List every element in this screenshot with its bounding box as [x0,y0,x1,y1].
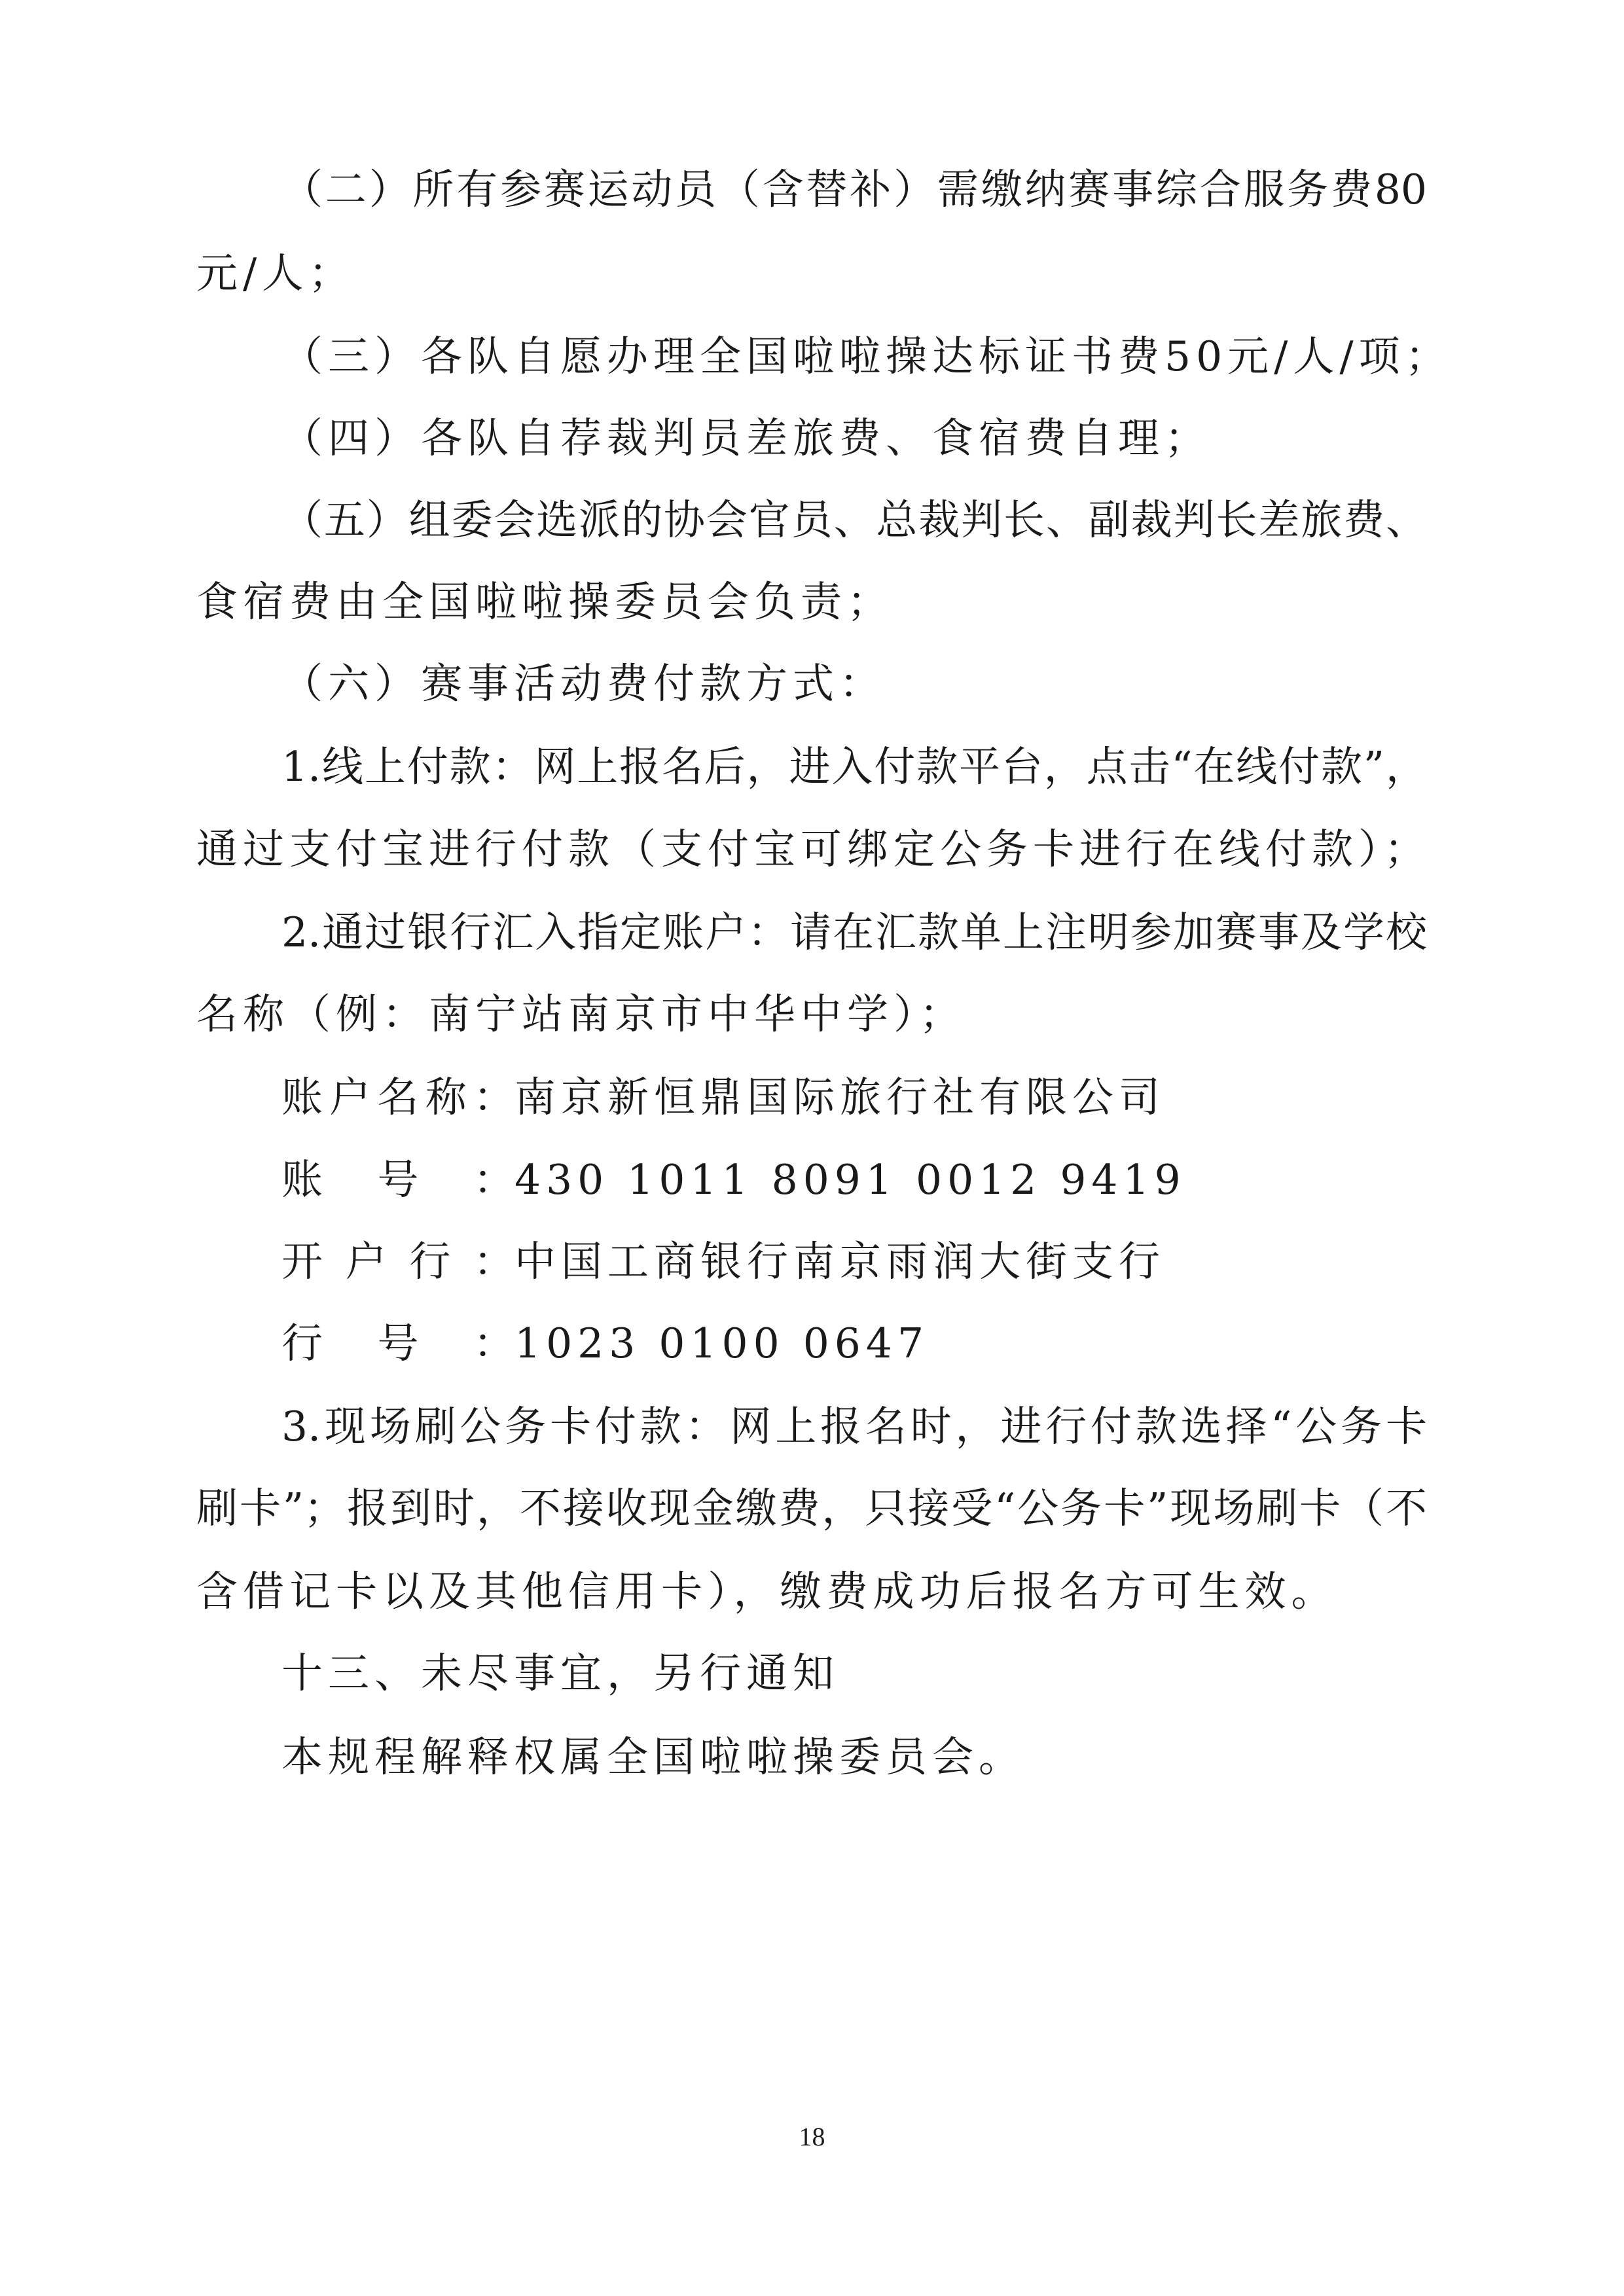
account-number-row [281,1154,1186,1206]
fee-item-5-line-2: 食宿费由全国啦啦操委员会负责； [196,578,893,626]
payment-method-2-line-2: 名称（例：南宁站南京市中华中学）； [196,990,966,1038]
fee-item-3: （三）各队自愿办理全国啦啦操达标证书费50元/人/项； [281,332,1452,380]
fee-item-2-line-1: （二）所有参赛运动员（含替补）需缴纳赛事综合服务费80 [281,166,1427,213]
bank-code-value: 1023 0100 0647 [514,1319,929,1367]
bank-row [281,1236,1165,1288]
bank-code-label: 行号： [281,1319,514,1367]
payment-method-2-line-1: 2.通过银行汇入指定账户：请在汇款单上注明参加赛事及学校 [281,908,1427,956]
account-name-value: 南京新恒鼎国际旅行社有限公司 [514,1073,1165,1121]
payment-method-3-line-2: 刷卡”；报到时，不接收现金缴费，只接受“公务卡”现场刷卡（不 [196,1484,1427,1532]
payment-method-1-line-1: 1.线上付款：网上报名后，进入付款平台，点击“在线付款”， [281,743,1427,791]
payment-method-1-line-2: 通过支付宝进行付款（支付宝可绑定公务卡进行在线付款）； [196,825,1431,873]
fee-item-6-heading: （六）赛事活动费付款方式： [281,660,886,708]
account-name-row [281,1071,1165,1124]
fee-item-5-line-1: （五）组委会选派的协会官员、总裁判长、副裁判长差旅费、 [281,496,1427,544]
fee-item-2-line-2: 元/人； [196,249,355,297]
page-number: 18 [799,2122,825,2151]
account-number-value: 430 1011 8091 0012 9419 [514,1156,1186,1204]
section-13-heading: 十三、未尽事宜，另行通知 [281,1649,839,1697]
fee-item-4: （四）各队自荐裁判员差旅费、食宿费自理； [281,414,1211,462]
interpretation-clause: 本规程解释权属全国啦啦操委员会。 [281,1733,1025,1781]
bank-label: 开户行： [281,1238,514,1285]
bank-code-row [281,1318,929,1370]
bank-value: 中国工商银行南京雨润大街支行 [514,1238,1165,1285]
payment-method-3-line-3: 含借记卡以及其他信用卡），缴费成功后报名方可生效。 [196,1568,1338,1615]
account-name-label: 账户名称： [281,1073,514,1121]
payment-method-3-line-1: 3.现场刷公务卡付款：网上报名时，进行付款选择“公务卡 [281,1403,1427,1450]
account-number-label: 账号： [281,1156,514,1204]
